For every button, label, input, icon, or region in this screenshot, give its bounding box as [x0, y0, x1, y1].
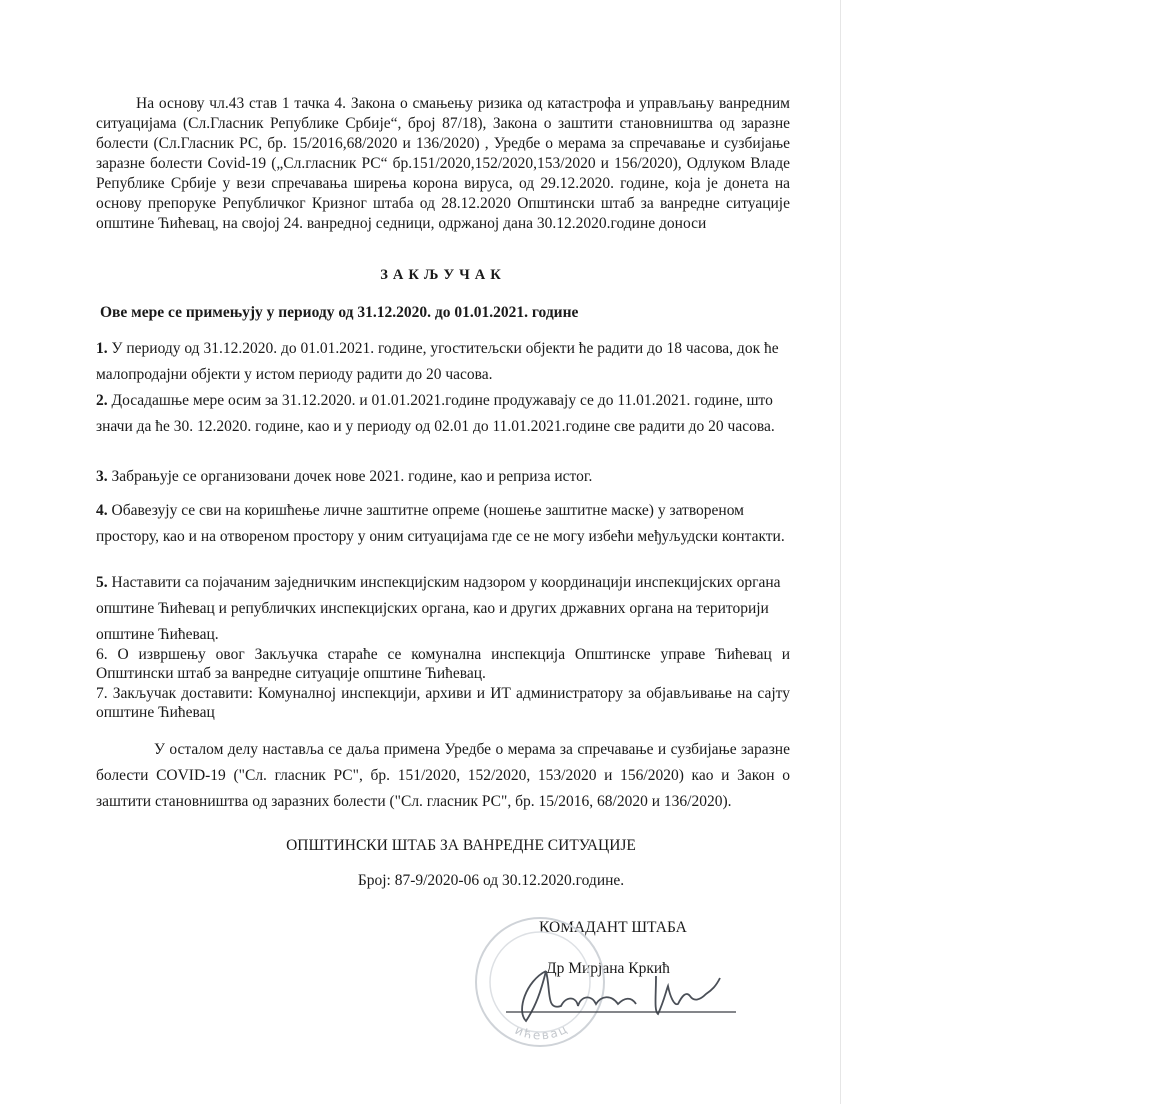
stamp-text: ићевац	[512, 1021, 571, 1043]
item-4	[96, 498, 790, 550]
item-number: 5.	[96, 574, 108, 591]
item-number: 7.	[96, 685, 108, 702]
headquarters-name: ОПШТИНСКИ ШТАБ ЗА ВАНРЕДНЕ СИТУАЦИЈЕ	[286, 837, 636, 854]
period-statement: Ове мере се примењују у периоду од 31.12.2020. до 01.01.2021. године	[100, 304, 579, 321]
item-text: Наставити са појачаним заједничким инспекцијским надзором у координацији инспекцијских органа општине Ћићевац и републичких инспекцијских органа, као и других државних органа на територији општине Ћићевац.	[96, 574, 781, 643]
conclusion-title: ЗАКЉУЧАК	[380, 267, 506, 283]
item-2	[96, 388, 790, 440]
item-7	[96, 684, 790, 722]
document	[96, 94, 790, 977]
item-6	[96, 645, 790, 683]
item-number: 2.	[96, 392, 108, 409]
item-1	[96, 336, 790, 388]
item-number: 4.	[96, 502, 108, 519]
item-text: О извршењу овог Закључка стараће се комунална инспекција Општинске управе Ћићевац и Општински штаб за ванредне ситуације општине Ћићевац.	[96, 646, 790, 682]
item-number: 3.	[96, 468, 108, 485]
item-number: 1.	[96, 340, 108, 357]
page-edge	[840, 0, 841, 1104]
item-3	[96, 464, 790, 490]
item-5	[96, 570, 790, 648]
item-number: 6.	[96, 646, 108, 663]
item-text: Обавезују се сви на коришћење личне заштитне опреме (ношење заштитне маске) у затвореном простору, као и на отвореном простору у оним ситуацијама где се не могу избећи међуљудски контакти.	[96, 502, 785, 545]
closing-paragraph: У осталом делу наставља се даља примена Уредбе о мерама за спречавање и сузбијање заразне болести COVID-19 ("Сл. гласник РС", бр. 151/2020, 152/2020, 153/2020 и 156/2020) као и Закон о заштити становништва од заразних болести ("Сл. гласник РС", бр. 15/2016, 68/2020 и 136/2020).	[96, 741, 790, 810]
item-text: Досадашње мере осим за 31.12.2020. и 01.01.2021.године продужавају се до 11.01.2021. године, што значи да ће 30. 12.2020. године, као и у периоду од 02.01 до 11.01.2021.године све радити до 20 часова.	[96, 392, 775, 435]
item-text: Забрањује се организовани дочек нове 2021. године, као и репризa истог.	[107, 468, 593, 485]
commander-title: КОМАДАНТ ШТАБА	[539, 919, 687, 936]
commander-name: Др Мирјана Кркић	[546, 960, 670, 977]
intro-paragraph: На основу чл.43 став 1 тачка 4. Закона о смањењу ризика од катастрофа и управљању ванредним ситуацијама (Сл.Гласник Републике Србије“, број 87/18), Закона о заштити становништва од заразне болести (Сл.Гласник РС, бр. 15/2016,68/2020 и 136/2020) , Уредбе о мерама за спречавање и сузбијање заразне болести Covid-19 („Сл.гласник РС“ бр.151/2020,152/2020,153/2020 и 156/2020), Одлуком Владе Републике Србије у вези спречавања ширења корона вируса, од 29.12.2020. године, која је донета на основу препоруке Републичког Кризног штаба од 28.12.2020 Општински штаб за ванредне ситуације општине Ћићевац, на својој 24. ванредној седници, одржаној дана 30.12.2020.године доноси	[96, 95, 790, 232]
item-text: У периоду од 31.12.2020. до 01.01.2021. године, угоститељски објекти ће радити до 18 часова, док ће малопродајни објекти у истом периоду радити до 20 часова.	[96, 340, 779, 383]
document-number: Број: 87-9/2020-06 од 30.12.2020.године.	[357, 872, 625, 889]
signature-image	[506, 966, 746, 1036]
item-text: Закључак доставити: Комуналној инспекцији, архиви и ИТ администратору за објављивање на сајту општине Ћићевац	[96, 685, 790, 721]
